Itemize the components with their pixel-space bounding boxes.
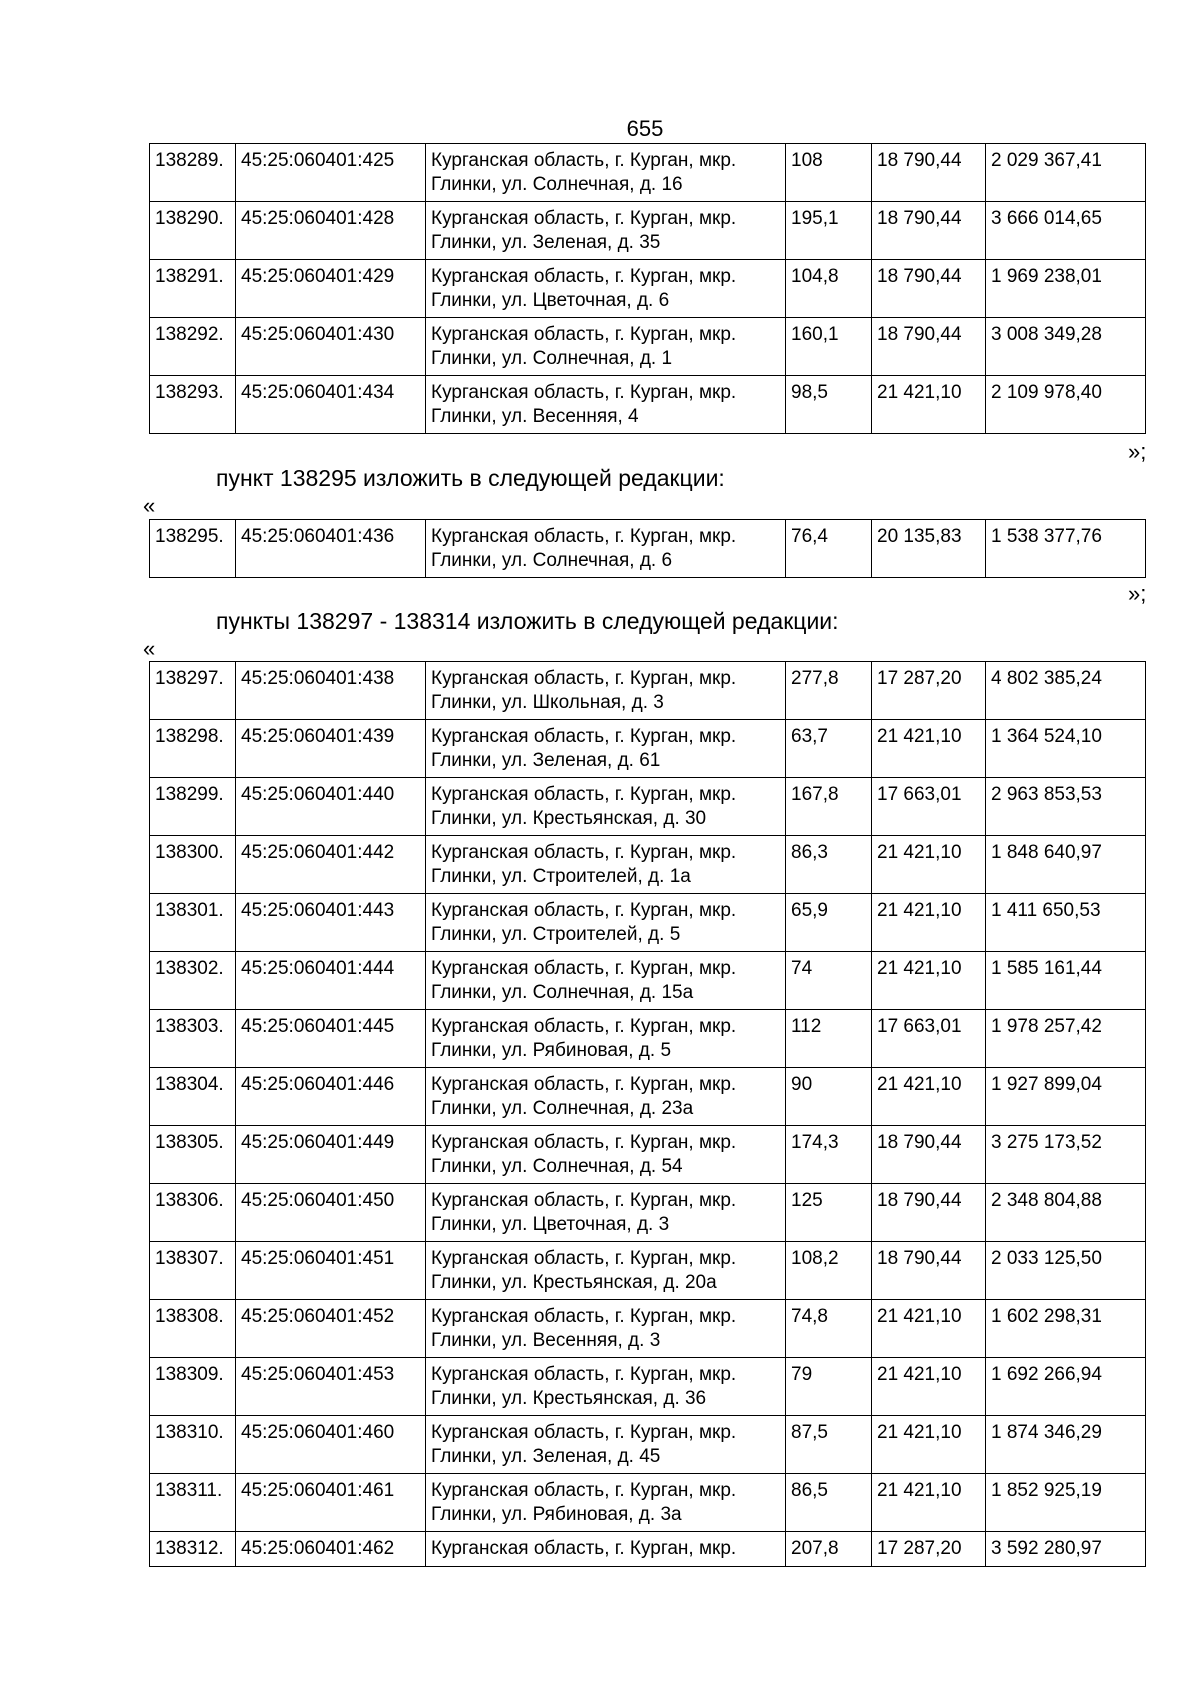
table-row bbox=[150, 144, 1146, 202]
address-line-2: Глинки, ул. Цветочная, д. 3 bbox=[431, 1214, 670, 1235]
address-line-2: Глинки, ул. Весенняя, д. 3 bbox=[431, 1330, 661, 1351]
row-number-cell: 138308. bbox=[150, 1300, 236, 1358]
address-line-2: Глинки, ул. Школьная, д. 3 bbox=[431, 692, 664, 713]
rate-cell: 18 790,44 bbox=[872, 1126, 986, 1184]
address-line-2: Глинки, ул. Солнечная, д. 16 bbox=[431, 174, 683, 195]
row-number-cell: 138299. bbox=[150, 778, 236, 836]
address-line-2: Глинки, ул. Крестьянская, д. 36 bbox=[431, 1388, 707, 1409]
area-cell: 87,5 bbox=[786, 1416, 872, 1474]
address-line-1: Курганская область, г. Курган, мкр. bbox=[431, 668, 737, 689]
cadastral-value-cell: 1 538 377,76 bbox=[986, 520, 1146, 578]
address-line-2: Глинки, ул. Весенняя, 4 bbox=[431, 406, 639, 427]
area-cell: 108,2 bbox=[786, 1242, 872, 1300]
rate-cell: 21 421,10 bbox=[872, 1068, 986, 1126]
property-table-1 bbox=[149, 143, 1146, 434]
area-cell: 74 bbox=[786, 952, 872, 1010]
address-line-2: Глинки, ул. Зеленая, д. 35 bbox=[431, 232, 661, 253]
cadastral-value-cell: 1 927 899,04 bbox=[986, 1068, 1146, 1126]
address-line-1: Курганская область, г. Курган, мкр. bbox=[431, 1190, 737, 1211]
address-line-2: Глинки, ул. Строителей, д. 1а bbox=[431, 866, 691, 887]
row-number-cell: 138289. bbox=[150, 144, 236, 202]
table-row bbox=[150, 1242, 1146, 1300]
row-number-cell: 138292. bbox=[150, 318, 236, 376]
address-line-1: Курганская область, г. Курган, мкр. bbox=[431, 900, 737, 921]
area-cell: 86,5 bbox=[786, 1474, 872, 1532]
cadastral-value-cell: 2 348 804,88 bbox=[986, 1184, 1146, 1242]
area-cell: 90 bbox=[786, 1068, 872, 1126]
cadastral-number-cell: 45:25:060401:436 bbox=[236, 520, 426, 578]
address-line-1: Курганская область, г. Курган, мкр. bbox=[431, 266, 737, 287]
rate-cell: 18 790,44 bbox=[872, 1242, 986, 1300]
table-row bbox=[150, 952, 1146, 1010]
address-cell bbox=[426, 1068, 786, 1126]
cadastral-value-cell: 4 802 385,24 bbox=[986, 662, 1146, 720]
area-cell: 65,9 bbox=[786, 894, 872, 952]
area-cell: 167,8 bbox=[786, 778, 872, 836]
address-cell bbox=[426, 376, 786, 434]
cadastral-value-cell: 1 978 257,42 bbox=[986, 1010, 1146, 1068]
cadastral-number-cell: 45:25:060401:429 bbox=[236, 260, 426, 318]
cadastral-value-cell: 2 109 978,40 bbox=[986, 376, 1146, 434]
cadastral-value-cell: 3 592 280,97 bbox=[986, 1532, 1146, 1567]
rate-cell: 21 421,10 bbox=[872, 1416, 986, 1474]
address-line-2: Глинки, ул. Зеленая, д. 61 bbox=[431, 750, 661, 771]
cadastral-number-cell: 45:25:060401:449 bbox=[236, 1126, 426, 1184]
page-number: 655 bbox=[626, 116, 664, 141]
address-cell bbox=[426, 1010, 786, 1068]
area-cell: 174,3 bbox=[786, 1126, 872, 1184]
cadastral-number-cell: 45:25:060401:439 bbox=[236, 720, 426, 778]
cadastral-number-cell: 45:25:060401:440 bbox=[236, 778, 426, 836]
table-row bbox=[150, 1358, 1146, 1416]
row-number-cell: 138295. bbox=[150, 520, 236, 578]
rate-cell: 17 663,01 bbox=[872, 778, 986, 836]
address-line-2: Глинки, ул. Зеленая, д. 45 bbox=[431, 1446, 661, 1467]
address-line-1: Курганская область, г. Курган, мкр. bbox=[431, 1306, 737, 1327]
address-line-2: Глинки, ул. Крестьянская, д. 30 bbox=[431, 808, 707, 829]
table-row bbox=[150, 1068, 1146, 1126]
cadastral-value-cell: 1 585 161,44 bbox=[986, 952, 1146, 1010]
area-cell: 63,7 bbox=[786, 720, 872, 778]
address-cell bbox=[426, 1126, 786, 1184]
address-line-1: Курганская область, г. Курган, мкр. bbox=[431, 1016, 737, 1037]
row-number-cell: 138306. bbox=[150, 1184, 236, 1242]
cadastral-value-cell: 3 275 173,52 bbox=[986, 1126, 1146, 1184]
rate-cell: 21 421,10 bbox=[872, 1300, 986, 1358]
area-cell: 277,8 bbox=[786, 662, 872, 720]
cadastral-value-cell: 2 033 125,50 bbox=[986, 1242, 1146, 1300]
rate-cell: 21 421,10 bbox=[872, 1474, 986, 1532]
address-line-2: Глинки, ул. Крестьянская, д. 20а bbox=[431, 1272, 717, 1293]
table-row bbox=[150, 260, 1146, 318]
address-line-1: Курганская область, г. Курган, мкр. bbox=[431, 1074, 737, 1095]
address-cell bbox=[426, 778, 786, 836]
table-row bbox=[150, 1416, 1146, 1474]
address-cell bbox=[426, 952, 786, 1010]
cadastral-number-cell: 45:25:060401:452 bbox=[236, 1300, 426, 1358]
cadastral-number-cell: 45:25:060401:450 bbox=[236, 1184, 426, 1242]
address-line-1: Курганская область, г. Курган, мкр. bbox=[431, 150, 737, 171]
cadastral-number-cell: 45:25:060401:451 bbox=[236, 1242, 426, 1300]
rate-cell: 18 790,44 bbox=[872, 202, 986, 260]
table-row bbox=[150, 318, 1146, 376]
cadastral-number-cell: 45:25:060401:438 bbox=[236, 662, 426, 720]
table-row bbox=[150, 662, 1146, 720]
area-cell: 79 bbox=[786, 1358, 872, 1416]
address-line-1: Курганская область, г. Курган, мкр. bbox=[431, 958, 737, 979]
table-row bbox=[150, 1300, 1146, 1358]
cadastral-value-cell: 3 008 349,28 bbox=[986, 318, 1146, 376]
rate-cell: 21 421,10 bbox=[872, 894, 986, 952]
instruction-2: пункты 138297 - 138314 изложить в следующей редакции: bbox=[216, 608, 839, 634]
row-number-cell: 138304. bbox=[150, 1068, 236, 1126]
opening-quote-1: « bbox=[143, 493, 156, 518]
cadastral-value-cell: 1 848 640,97 bbox=[986, 836, 1146, 894]
address-line-2: Глинки, ул. Солнечная, д. 15а bbox=[431, 982, 694, 1003]
rate-cell: 21 421,10 bbox=[872, 952, 986, 1010]
area-cell: 98,5 bbox=[786, 376, 872, 434]
rate-cell: 21 421,10 bbox=[872, 1358, 986, 1416]
cadastral-number-cell: 45:25:060401:460 bbox=[236, 1416, 426, 1474]
area-cell: 74,8 bbox=[786, 1300, 872, 1358]
area-cell: 108 bbox=[786, 144, 872, 202]
table-row bbox=[150, 1474, 1146, 1532]
cadastral-number-cell: 45:25:060401:453 bbox=[236, 1358, 426, 1416]
row-number-cell: 138311. bbox=[150, 1474, 236, 1532]
cadastral-value-cell: 1 364 524,10 bbox=[986, 720, 1146, 778]
address-line-2: Глинки, ул. Рябиновая, д. 3а bbox=[431, 1504, 682, 1525]
rate-cell: 20 135,83 bbox=[872, 520, 986, 578]
area-cell: 125 bbox=[786, 1184, 872, 1242]
address-cell bbox=[426, 144, 786, 202]
cadastral-number-cell: 45:25:060401:430 bbox=[236, 318, 426, 376]
row-number-cell: 138298. bbox=[150, 720, 236, 778]
rate-cell: 17 287,20 bbox=[872, 1532, 986, 1567]
address-line-1: Курганская область, г. Курган, мкр. bbox=[431, 526, 737, 547]
area-cell: 195,1 bbox=[786, 202, 872, 260]
rate-cell: 18 790,44 bbox=[872, 260, 986, 318]
address-cell bbox=[426, 1474, 786, 1532]
address-line-2: Глинки, ул. Солнечная, д. 23а bbox=[431, 1098, 694, 1119]
address-cell bbox=[426, 202, 786, 260]
row-number-cell: 138293. bbox=[150, 376, 236, 434]
cadastral-value-cell: 1 411 650,53 bbox=[986, 894, 1146, 952]
table-row bbox=[150, 778, 1146, 836]
property-table-3 bbox=[149, 661, 1146, 1567]
address-cell bbox=[426, 720, 786, 778]
cadastral-value-cell: 3 666 014,65 bbox=[986, 202, 1146, 260]
table-row bbox=[150, 1010, 1146, 1068]
table-row bbox=[150, 836, 1146, 894]
address-cell bbox=[426, 520, 786, 578]
opening-quote-2: « bbox=[143, 636, 156, 661]
address-cell bbox=[426, 662, 786, 720]
cadastral-value-cell: 1 874 346,29 bbox=[986, 1416, 1146, 1474]
row-number-cell: 138309. bbox=[150, 1358, 236, 1416]
address-line-1: Курганская область, г. Курган, мкр. bbox=[431, 324, 737, 345]
table-row bbox=[150, 1126, 1146, 1184]
rate-cell: 21 421,10 bbox=[872, 720, 986, 778]
address-cell bbox=[426, 1416, 786, 1474]
area-cell: 104,8 bbox=[786, 260, 872, 318]
address-line-1: Курганская область, г. Курган, мкр. bbox=[431, 1132, 737, 1153]
cadastral-number-cell: 45:25:060401:445 bbox=[236, 1010, 426, 1068]
cadastral-number-cell: 45:25:060401:425 bbox=[236, 144, 426, 202]
address-line-1: Курганская область, г. Курган, мкр. bbox=[431, 784, 737, 805]
address-line-1: Курганская область, г. Курган, мкр. bbox=[431, 1364, 737, 1385]
address-line-2: Глинки, ул. Солнечная, д. 54 bbox=[431, 1156, 683, 1177]
table-row bbox=[150, 720, 1146, 778]
row-number-cell: 138305. bbox=[150, 1126, 236, 1184]
cadastral-value-cell: 1 969 238,01 bbox=[986, 260, 1146, 318]
cadastral-number-cell: 45:25:060401:442 bbox=[236, 836, 426, 894]
rate-cell: 17 287,20 bbox=[872, 662, 986, 720]
address-cell bbox=[426, 1184, 786, 1242]
address-cell bbox=[426, 894, 786, 952]
row-number-cell: 138290. bbox=[150, 202, 236, 260]
area-cell: 207,8 bbox=[786, 1532, 872, 1567]
table-row bbox=[150, 894, 1146, 952]
row-number-cell: 138301. bbox=[150, 894, 236, 952]
address-cell bbox=[426, 1242, 786, 1300]
address-line-2: Глинки, ул. Рябиновая, д. 5 bbox=[431, 1040, 672, 1061]
address-line-1: Курганская область, г. Курган, мкр. bbox=[431, 208, 737, 229]
area-cell: 86,3 bbox=[786, 836, 872, 894]
cadastral-number-cell: 45:25:060401:428 bbox=[236, 202, 426, 260]
cadastral-value-cell: 1 602 298,31 bbox=[986, 1300, 1146, 1358]
rate-cell: 18 790,44 bbox=[872, 144, 986, 202]
row-number-cell: 138302. bbox=[150, 952, 236, 1010]
address-line-2: Глинки, ул. Солнечная, д. 6 bbox=[431, 550, 673, 571]
address-cell bbox=[426, 1358, 786, 1416]
table-row bbox=[150, 520, 1146, 578]
row-number-cell: 138303. bbox=[150, 1010, 236, 1068]
rate-cell: 17 663,01 bbox=[872, 1010, 986, 1068]
cadastral-value-cell: 2 029 367,41 bbox=[986, 144, 1146, 202]
cadastral-number-cell: 45:25:060401:461 bbox=[236, 1474, 426, 1532]
cadastral-number-cell: 45:25:060401:446 bbox=[236, 1068, 426, 1126]
table-row bbox=[150, 1184, 1146, 1242]
cadastral-value-cell: 1 692 266,94 bbox=[986, 1358, 1146, 1416]
address-line-1: Курганская область, г. Курган, мкр. bbox=[431, 1538, 737, 1559]
address-cell bbox=[426, 260, 786, 318]
table-row bbox=[150, 202, 1146, 260]
rate-cell: 18 790,44 bbox=[872, 318, 986, 376]
address-line-1: Курганская область, г. Курган, мкр. bbox=[431, 1248, 737, 1269]
closing-quote-2: »; bbox=[1128, 581, 1147, 606]
address-cell bbox=[426, 836, 786, 894]
area-cell: 76,4 bbox=[786, 520, 872, 578]
row-number-cell: 138312. bbox=[150, 1532, 236, 1567]
address-cell bbox=[426, 1532, 786, 1567]
address-cell bbox=[426, 318, 786, 376]
address-line-2: Глинки, ул. Строителей, д. 5 bbox=[431, 924, 681, 945]
rate-cell: 21 421,10 bbox=[872, 836, 986, 894]
instruction-1: пункт 138295 изложить в следующей редакции: bbox=[216, 465, 725, 491]
address-line-2: Глинки, ул. Цветочная, д. 6 bbox=[431, 290, 670, 311]
address-line-1: Курганская область, г. Курган, мкр. bbox=[431, 382, 737, 403]
table-row bbox=[150, 1532, 1146, 1567]
address-line-1: Курганская область, г. Курган, мкр. bbox=[431, 1480, 737, 1501]
address-line-1: Курганская область, г. Курган, мкр. bbox=[431, 842, 737, 863]
cadastral-value-cell: 2 963 853,53 bbox=[986, 778, 1146, 836]
cadastral-number-cell: 45:25:060401:434 bbox=[236, 376, 426, 434]
address-cell bbox=[426, 1300, 786, 1358]
address-line-1: Курганская область, г. Курган, мкр. bbox=[431, 1422, 737, 1443]
cadastral-number-cell: 45:25:060401:444 bbox=[236, 952, 426, 1010]
address-line-1: Курганская область, г. Курган, мкр. bbox=[431, 726, 737, 747]
area-cell: 160,1 bbox=[786, 318, 872, 376]
cadastral-number-cell: 45:25:060401:462 bbox=[236, 1532, 426, 1567]
cadastral-number-cell: 45:25:060401:443 bbox=[236, 894, 426, 952]
rate-cell: 21 421,10 bbox=[872, 376, 986, 434]
table-row bbox=[150, 376, 1146, 434]
property-table-2 bbox=[149, 519, 1146, 578]
area-cell: 112 bbox=[786, 1010, 872, 1068]
row-number-cell: 138300. bbox=[150, 836, 236, 894]
row-number-cell: 138310. bbox=[150, 1416, 236, 1474]
row-number-cell: 138297. bbox=[150, 662, 236, 720]
cadastral-value-cell: 1 852 925,19 bbox=[986, 1474, 1146, 1532]
row-number-cell: 138291. bbox=[150, 260, 236, 318]
rate-cell: 18 790,44 bbox=[872, 1184, 986, 1242]
address-line-2: Глинки, ул. Солнечная, д. 1 bbox=[431, 348, 673, 369]
row-number-cell: 138307. bbox=[150, 1242, 236, 1300]
closing-quote-1: »; bbox=[1128, 439, 1147, 464]
